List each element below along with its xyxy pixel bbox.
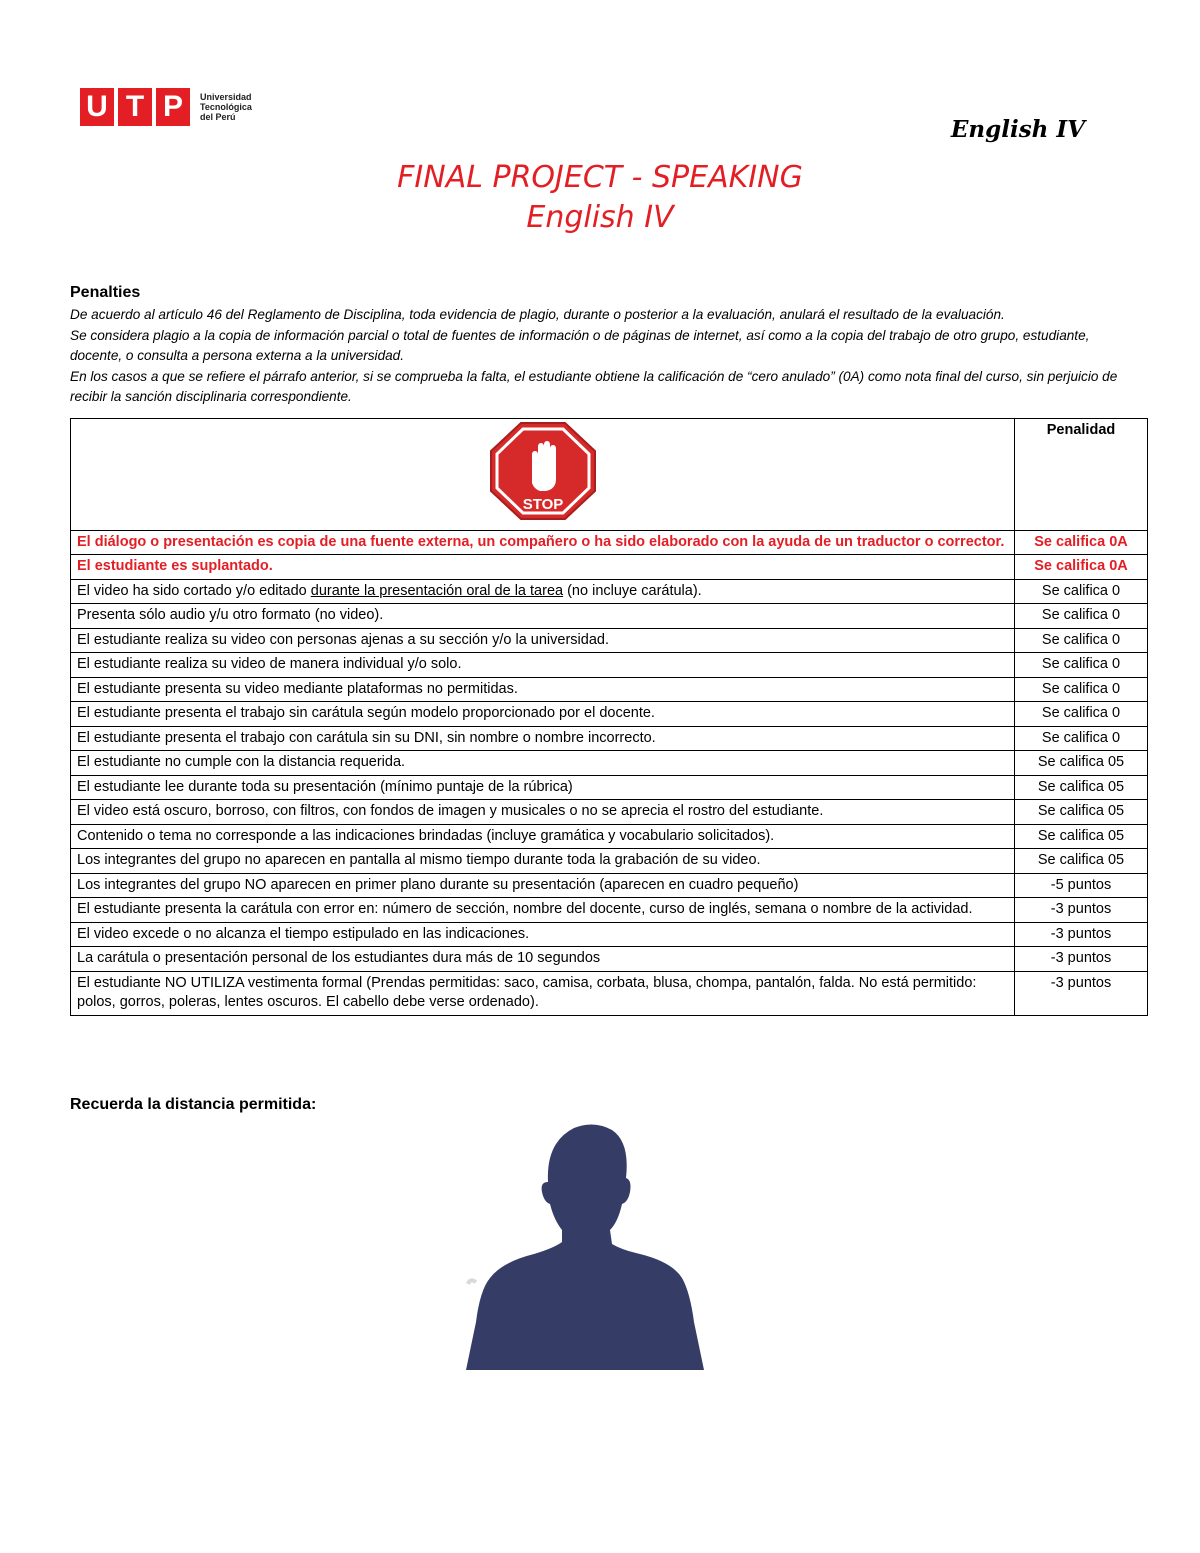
table-row: [71, 922, 1148, 947]
row-description: El video excede o no alcanza el tiempo estipulado en las indicaciones.: [71, 922, 1015, 947]
logo-letter-u: U: [80, 88, 114, 126]
row-penalty: Se califica 05: [1015, 751, 1148, 776]
table-row: [71, 726, 1148, 751]
row-penalty: Se califica 0A: [1015, 555, 1148, 580]
penalties-paragraph-2: Se considera plagio a la copia de información parcial o total de fuentes de información o de páginas de internet, así como a la copia del trabajo de otro grupo, estudiante, docente, o consulta a persona externa a la universidad.: [70, 327, 1090, 364]
stop-sign-icon: [488, 421, 598, 528]
row-description-underlined: durante la presentación oral de la tarea: [310, 582, 564, 599]
page-title: FINAL PROJECT - SPEAKING: [397, 160, 803, 195]
row-description: El estudiante realiza su video de manera individual y/o solo.: [71, 653, 1015, 678]
table-row: [71, 677, 1148, 702]
row-penalty: -3 puntos: [1015, 898, 1148, 923]
logo-line-3: del Perú: [200, 112, 236, 122]
row-penalty: Se califica 05: [1015, 824, 1148, 849]
row-penalty: Se califica 0: [1015, 653, 1148, 678]
table-row: [71, 702, 1148, 727]
logo-letter-t: T: [118, 88, 152, 126]
row-penalty: -3 puntos: [1015, 922, 1148, 947]
table-row: [71, 824, 1148, 849]
row-description: Presenta sólo audio y/u otro formato (no video).: [71, 604, 1015, 629]
course-label: English IV: [950, 116, 1085, 143]
row-penalty: -3 puntos: [1015, 947, 1148, 972]
row-description: La carátula o presentación personal de los estudiantes dura más de 10 segundos: [71, 947, 1015, 972]
distance-reminder: Recuerda la distancia permitida:: [70, 1096, 317, 1113]
penalty-column-header: Penalidad: [1015, 419, 1148, 531]
row-description: El estudiante lee durante toda su presentación (mínimo puntaje de la rúbrica): [71, 775, 1015, 800]
table-row: [71, 775, 1148, 800]
row-description: El estudiante es suplantado.: [71, 555, 1015, 580]
table-row: [71, 898, 1148, 923]
penalties-paragraph-3: En los casos a que se refiere el párrafo anterior, si se comprueba la falta, el estudiante obtiene la calificación de “cero anulado” (0A) como nota final del curso, sin perjuicio de recibir la sanción disciplinaria correspondiente.: [70, 368, 1118, 405]
row-description: Los integrantes del grupo NO aparecen en primer plano durante su presentación (aparecen en cuadro pequeño): [71, 873, 1015, 898]
table-row: [71, 849, 1148, 874]
row-description: El diálogo o presentación es copia de una fuente externa, un compañero o ha sido elaborado con la ayuda de un traductor o corrector.: [71, 530, 1015, 555]
table-row: [71, 947, 1148, 972]
table-row: [71, 604, 1148, 629]
table-row: [71, 971, 1148, 1015]
logo-line-2: Tecnológica: [200, 102, 252, 112]
row-description: El estudiante presenta el trabajo sin carátula según modelo proporcionado por el docente.: [71, 702, 1015, 727]
table-row: [71, 530, 1148, 555]
table-row: [71, 751, 1148, 776]
table-row: [71, 579, 1148, 604]
row-penalty: Se califica 0: [1015, 702, 1148, 727]
row-penalty: -3 puntos: [1015, 971, 1148, 1015]
row-penalty: Se califica 05: [1015, 800, 1148, 825]
table-row: [71, 628, 1148, 653]
table-row: [71, 653, 1148, 678]
row-penalty: Se califica 0: [1015, 628, 1148, 653]
stop-cell: [71, 419, 1015, 531]
logo-line-1: Universidad: [200, 92, 252, 102]
row-description: Los integrantes del grupo no aparecen en pantalla al mismo tiempo durante toda la grabación de su video.: [71, 849, 1015, 874]
row-description: El estudiante presenta el trabajo con carátula sin su DNI, sin nombre o nombre incorrecto.: [71, 726, 1015, 751]
table-row: [71, 873, 1148, 898]
row-penalty: -5 puntos: [1015, 873, 1148, 898]
penalties-table: [70, 418, 1148, 1016]
row-description: [71, 579, 1015, 604]
logo-subtitle: [200, 92, 252, 122]
row-penalty: Se califica 0: [1015, 604, 1148, 629]
penalties-heading: Penalties: [70, 284, 141, 301]
utp-logo: [80, 88, 252, 126]
row-description-part: (no incluye carátula).: [563, 582, 702, 599]
row-penalty: Se califica 05: [1015, 775, 1148, 800]
row-penalty: Se califica 0: [1015, 677, 1148, 702]
row-description-part: El video ha sido cortado y/o editado: [77, 582, 311, 599]
row-penalty: Se califica 0A: [1015, 530, 1148, 555]
logo-letter-p: P: [156, 88, 190, 126]
penalties-paragraph-1: De acuerdo al artículo 46 del Reglamento de Disciplina, toda evidencia de plagio, durante o posterior a la evaluación, anulará el resultado de la evaluación.: [70, 307, 1005, 322]
person-silhouette-icon: [464, 1122, 708, 1370]
row-description: El estudiante realiza su video con personas ajenas a su sección y/o la universidad.: [71, 628, 1015, 653]
table-header-row: [71, 419, 1148, 531]
row-description: El estudiante no cumple con la distancia requerida.: [71, 751, 1015, 776]
row-penalty: Se califica 05: [1015, 849, 1148, 874]
row-penalty: Se califica 0: [1015, 726, 1148, 751]
row-description: El estudiante NO UTILIZA vestimenta formal (Prendas permitidas: saco, camisa, corbata, blusa, chompa, pantalón, falda. No está permitido: polos, gorros, poleras, lentes oscuros. El cabello debe verse ordenado).: [71, 971, 1015, 1015]
row-penalty: Se califica 0: [1015, 579, 1148, 604]
row-description: El video está oscuro, borroso, con filtros, con fondos de imagen y musicales o no se aprecia el rostro del estudiante.: [71, 800, 1015, 825]
page-subtitle: English IV: [526, 200, 674, 235]
penalties-text: [70, 305, 1130, 408]
row-description: Contenido o tema no corresponde a las indicaciones brindadas (incluye gramática y vocabulario solicitados).: [71, 824, 1015, 849]
row-description: El estudiante presenta su video mediante plataformas no permitidas.: [71, 677, 1015, 702]
table-row: [71, 800, 1148, 825]
stop-text: STOP: [522, 496, 563, 513]
row-description: El estudiante presenta la carátula con error en: número de sección, nombre del docente, curso de inglés, semana o nombre de la actividad.: [71, 898, 1015, 923]
table-row: [71, 555, 1148, 580]
